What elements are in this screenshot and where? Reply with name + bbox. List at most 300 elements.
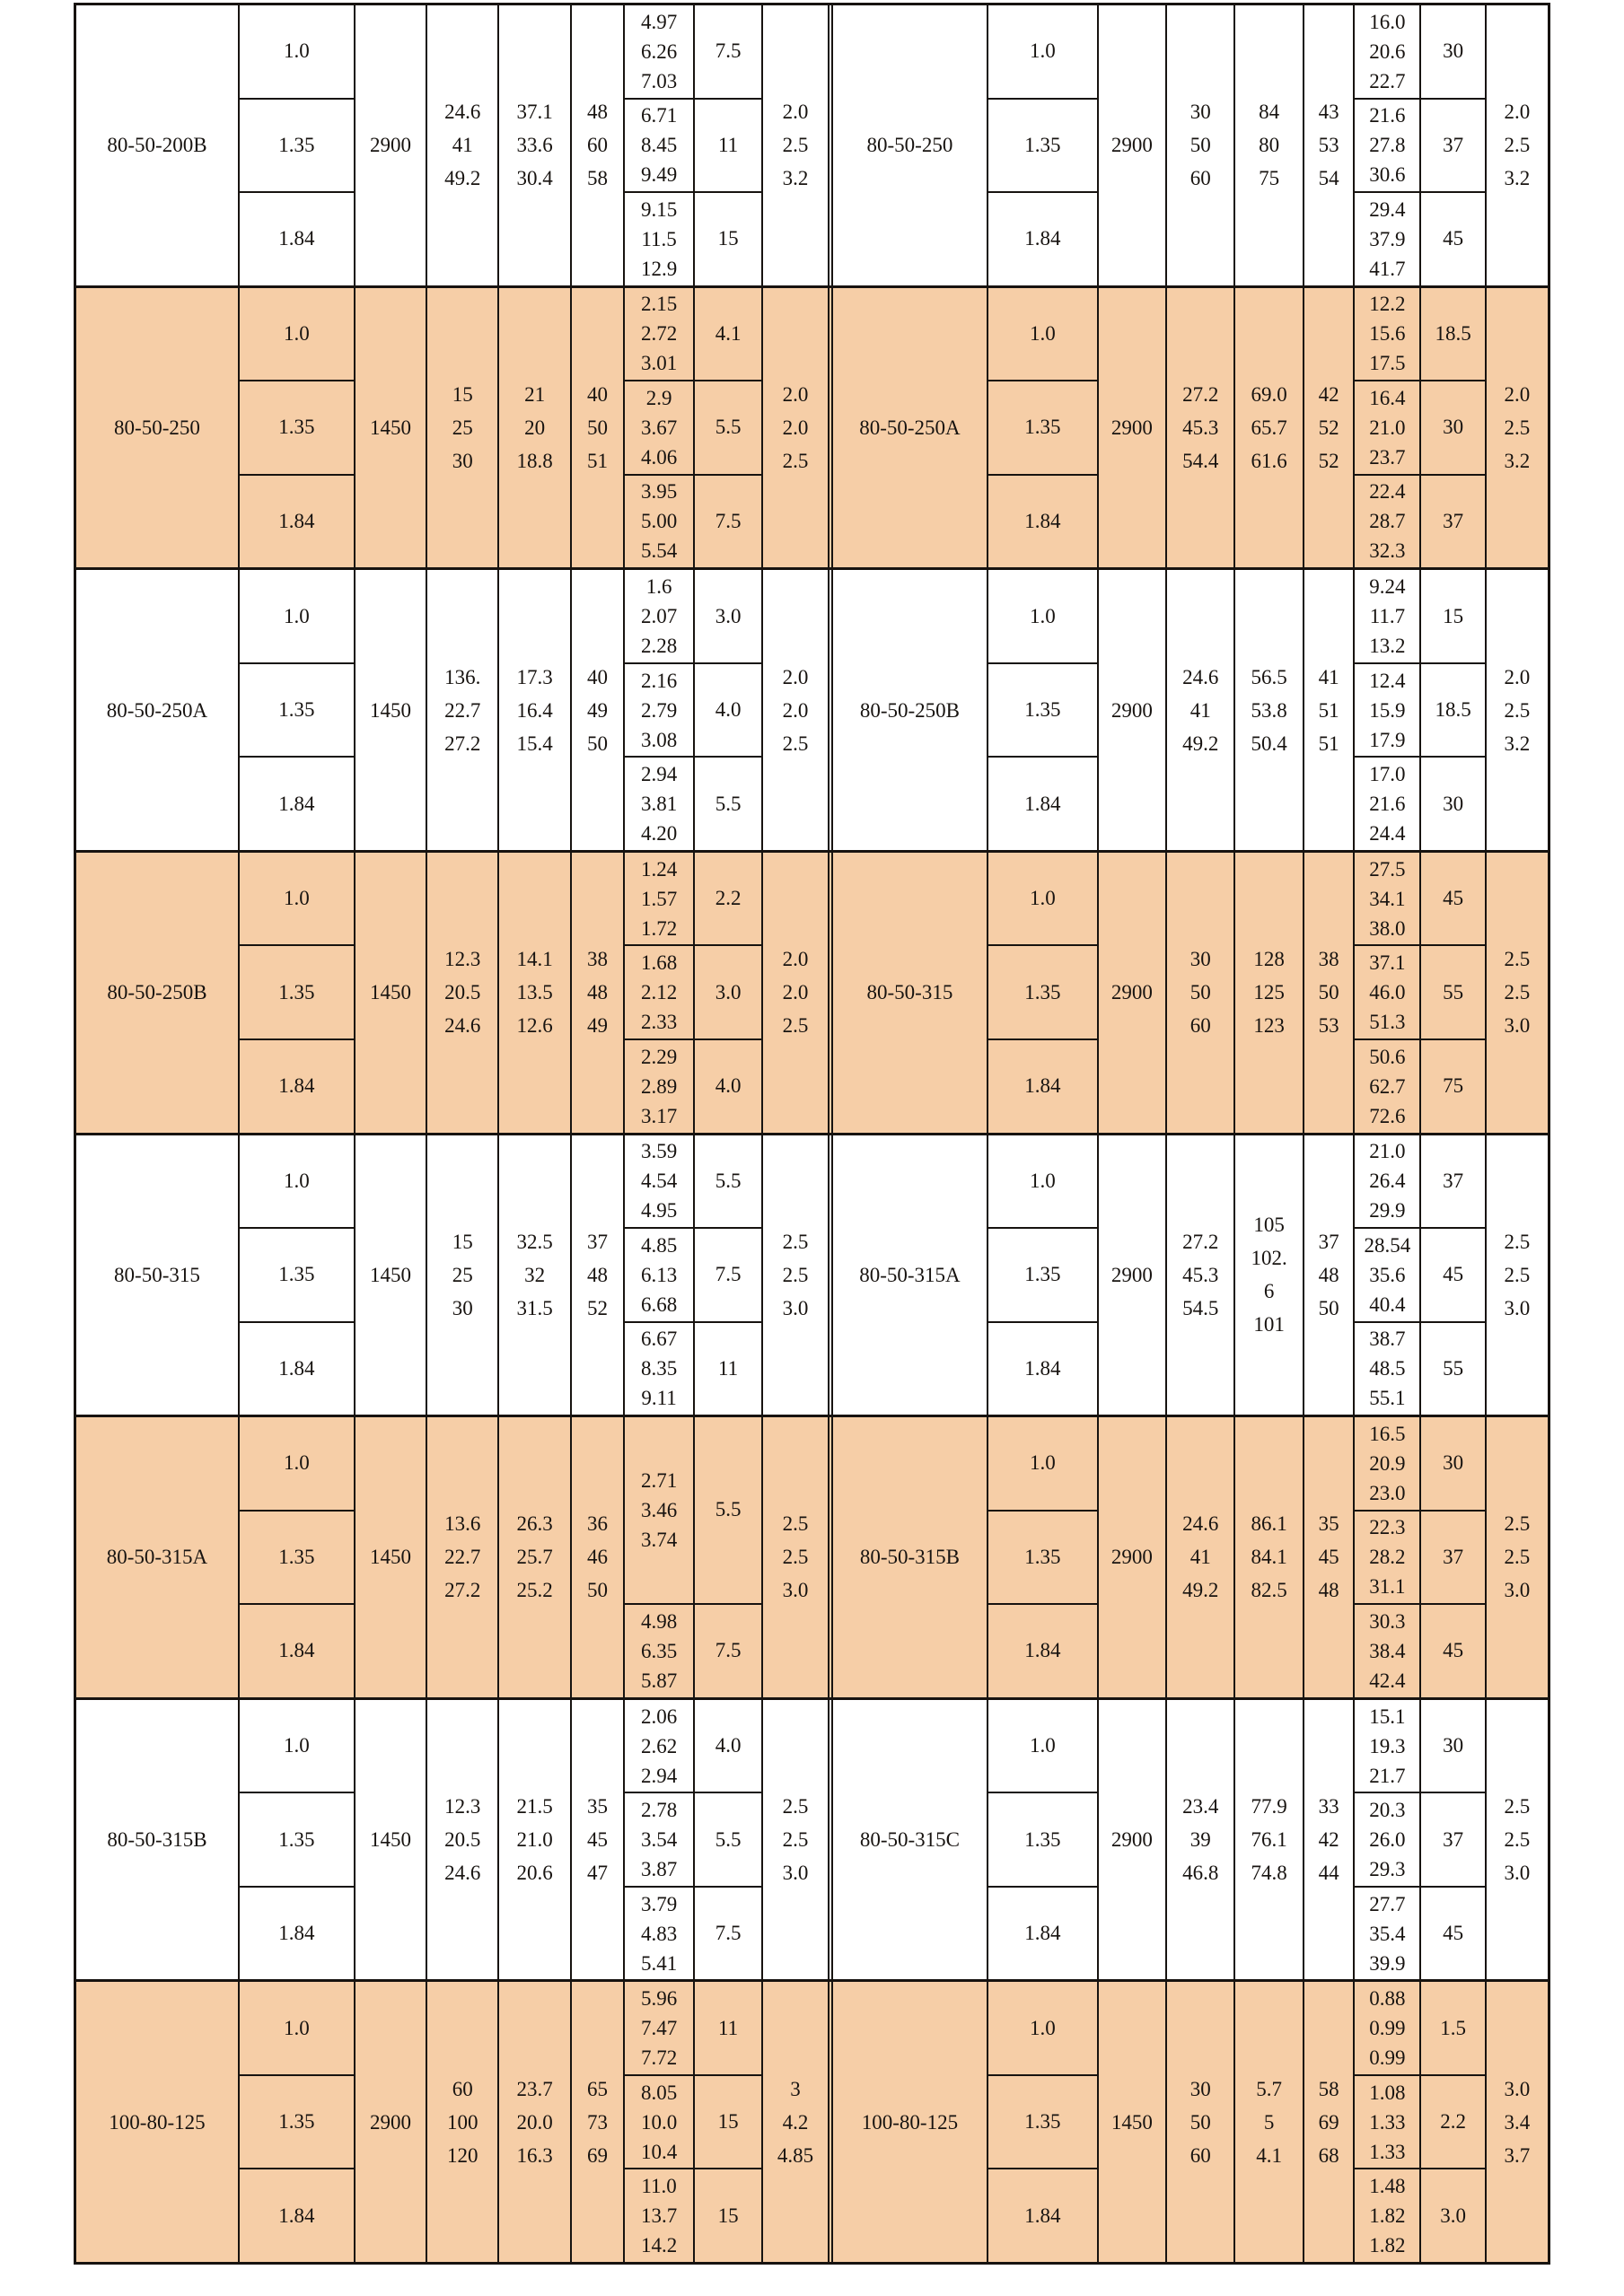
motor-power-cell — [695, 1038, 761, 1133]
value-line: 2900 — [1110, 981, 1153, 1004]
motor-power-cell — [1419, 853, 1484, 1133]
value-line: 20.5 — [444, 981, 481, 1004]
head-cell-lines — [516, 378, 552, 478]
value-line: 1.0 — [1029, 1451, 1056, 1475]
value-line: 0.88 — [1369, 1987, 1406, 2011]
value-line: 1.84 — [1024, 227, 1061, 250]
shaft-power-cell — [1355, 288, 1419, 381]
ratio-cell — [988, 756, 1097, 850]
value-line: 2.5 — [1504, 948, 1531, 971]
value-line: 80-50-315A — [859, 1263, 961, 1286]
value-line: 3.17 — [640, 1104, 678, 1127]
ratio-cell — [240, 288, 354, 381]
value-line: 37 — [1443, 1827, 1464, 1851]
model-cell-lines — [859, 411, 960, 444]
ratio-cell — [240, 853, 354, 945]
model-cell — [833, 1417, 987, 1697]
value-line: 21.0 — [1369, 416, 1406, 439]
left-half — [76, 570, 828, 850]
flow-cell-lines — [452, 1225, 473, 1325]
value-line: 7.47 — [640, 2017, 678, 2040]
shaft-power-cell — [623, 5, 693, 285]
value-line: 3.46 — [640, 1498, 678, 1521]
shaft-power-cell — [1355, 191, 1419, 285]
motor-power-cell — [1421, 756, 1484, 850]
ratio-cell — [240, 2168, 354, 2262]
value-line: 1.84 — [278, 509, 315, 532]
speed-cell-lines — [370, 1823, 411, 1856]
value-line: 41.7 — [1369, 257, 1406, 280]
value-line: 30 — [452, 1296, 473, 1319]
flow-cell — [1165, 1982, 1233, 2262]
speed-cell-lines — [1111, 1823, 1153, 1856]
flow-cell-lines — [1182, 1790, 1218, 1889]
motor-power-cell — [1421, 944, 1484, 1038]
value-line: 23.7 — [1369, 445, 1406, 469]
value-line: 80-50-315B — [107, 1828, 207, 1852]
shaft-power-cell — [1353, 1700, 1419, 1980]
value-line: 3.0 — [782, 1862, 809, 1885]
value-line: 7.5 — [715, 1922, 742, 1945]
value-line: 1.35 — [1024, 2110, 1061, 2134]
value-line: 1.0 — [283, 2016, 310, 2039]
motor-power-cell — [1421, 474, 1484, 568]
shaft-power-cell — [1353, 1982, 1419, 2262]
value-line: 4.0 — [715, 1074, 742, 1098]
efficiency-cell — [1303, 853, 1354, 1133]
npsh-cell — [761, 570, 828, 850]
value-line: 3.0 — [782, 1579, 809, 1602]
ratio-cell — [240, 1038, 354, 1133]
value-line: 3.0 — [715, 604, 742, 627]
value-line: 37 — [1443, 133, 1464, 156]
value-line: 1.0 — [283, 887, 310, 910]
value-line: 2.5 — [1504, 698, 1531, 722]
value-line: 3.0 — [715, 980, 742, 1003]
value-line: 5.5 — [715, 1498, 742, 1521]
value-line: 24.4 — [1369, 822, 1406, 846]
head-cell-lines — [1251, 1507, 1287, 1607]
npsh-cell-lines — [1505, 95, 1531, 195]
value-line: 2.78 — [640, 1799, 678, 1822]
value-line: 1.5 — [1440, 2016, 1467, 2039]
value-line: 53 — [1318, 1014, 1339, 1038]
value-line: 2.5 — [1504, 1230, 1531, 1253]
value-line: 1.84 — [1024, 509, 1061, 532]
value-line: 1.0 — [1029, 39, 1056, 63]
speed-cell — [1097, 853, 1165, 1133]
value-line: 11.0 — [641, 2175, 677, 2198]
npsh-cell-lines — [783, 942, 809, 1042]
model-cell-lines — [114, 1258, 200, 1292]
shaft-power-cell — [625, 1982, 693, 2074]
value-line: 2.5 — [782, 732, 809, 755]
value-line: 27.7 — [1369, 1892, 1406, 1915]
shaft-power-cell — [1353, 853, 1419, 1133]
value-line: 15 — [452, 1230, 473, 1253]
head-cell-lines — [516, 661, 552, 760]
motor-power-cell — [695, 98, 761, 192]
head-cell-lines — [516, 942, 552, 1042]
value-line: 1.84 — [278, 1074, 315, 1098]
motor-power-cell — [693, 1700, 761, 1980]
value-line: 41 — [1189, 698, 1211, 722]
motor-power-cell — [1421, 1603, 1484, 1697]
value-line: 3.2 — [1504, 167, 1531, 190]
motor-power-cell — [1421, 380, 1484, 474]
value-line: 1.0 — [283, 39, 310, 63]
value-line: 6.68 — [640, 1293, 678, 1316]
group-row — [76, 285, 1548, 568]
value-line: 20.6 — [1369, 39, 1406, 63]
model-cell-lines — [107, 694, 207, 727]
speed-cell-lines — [370, 694, 411, 727]
ratio-cell — [240, 570, 354, 662]
value-line: 48 — [586, 1263, 608, 1286]
value-line: 2.0 — [782, 416, 809, 439]
value-line: 125 — [1253, 981, 1285, 1004]
efficiency-cell — [570, 570, 623, 850]
value-line: 2.15 — [640, 293, 678, 316]
ratio-cell — [240, 662, 354, 757]
pump-spec-table — [74, 3, 1550, 2265]
value-line: 56.5 — [1251, 665, 1287, 688]
model-cell — [76, 1135, 238, 1415]
model-cell-lines — [107, 976, 206, 1009]
value-line: 1.35 — [278, 980, 315, 1003]
value-line: 4.95 — [640, 1199, 678, 1222]
value-line: 120 — [447, 2143, 478, 2167]
value-line: 100-80-125 — [109, 2110, 206, 2134]
value-line: 38.7 — [1369, 1328, 1406, 1351]
value-line: 2.5 — [1504, 1263, 1531, 1286]
flow-cell-lines — [1182, 1507, 1218, 1607]
value-line: 3.7 — [1504, 2143, 1531, 2167]
motor-power-cell — [1419, 5, 1484, 285]
value-line: 80-50-250A — [859, 416, 961, 439]
right-half — [828, 5, 1548, 285]
model-cell — [833, 5, 987, 285]
ratio-cell — [238, 570, 354, 850]
shaft-power-cell — [1355, 1038, 1419, 1133]
ratio-cell — [988, 1792, 1097, 1886]
efficiency-cell-lines — [587, 2073, 608, 2172]
value-line: 2.5 — [782, 1795, 809, 1818]
efficiency-cell — [1303, 1700, 1354, 1980]
value-line: 75 — [1443, 1074, 1464, 1098]
model-cell — [76, 1982, 238, 2262]
shaft-power-cell — [1355, 853, 1419, 945]
value-line: 1.84 — [278, 227, 315, 250]
flow-cell — [426, 1982, 497, 2262]
shaft-power-cell — [1355, 1227, 1419, 1321]
value-line: 22.7 — [444, 1546, 481, 1569]
value-line: 5.00 — [640, 510, 678, 533]
value-line: 30 — [1443, 39, 1464, 63]
head-cell — [497, 1982, 569, 2262]
value-line: 8.35 — [640, 1357, 678, 1380]
value-line: 60 — [452, 2077, 473, 2100]
efficiency-cell — [570, 5, 623, 285]
value-line: 4.83 — [640, 1922, 678, 1945]
value-line: 15.6 — [1369, 322, 1406, 346]
efficiency-cell-lines — [587, 95, 608, 195]
motor-power-cell — [1421, 1417, 1484, 1510]
value-line: 12.3 — [444, 1795, 481, 1818]
flow-cell — [426, 1417, 497, 1697]
value-line: 80-50-315C — [859, 1828, 961, 1852]
ratio-cell — [987, 1417, 1097, 1697]
npsh-cell — [761, 1417, 828, 1697]
value-line: 2.5 — [782, 1230, 809, 1253]
value-line: 60 — [1189, 2143, 1211, 2167]
value-line: 5.87 — [640, 1669, 678, 1692]
group-row — [76, 1415, 1548, 1697]
head-cell — [1233, 5, 1302, 285]
value-line: 37 — [1443, 509, 1464, 532]
value-line: 45 — [586, 1828, 608, 1852]
value-line: 9.49 — [640, 163, 678, 187]
value-line: 101 — [1253, 1313, 1285, 1336]
value-line: 30.4 — [516, 167, 553, 190]
model-cell-lines — [107, 128, 206, 162]
value-line: 2.0 — [782, 382, 809, 406]
value-line: 23.0 — [1369, 1481, 1406, 1504]
ratio-cell — [238, 288, 354, 568]
head-cell-lines — [516, 95, 552, 195]
npsh-cell — [1485, 288, 1548, 568]
value-line: 128 — [1253, 948, 1285, 971]
motor-power-cell — [693, 570, 761, 850]
value-line: 49.2 — [1182, 732, 1219, 755]
value-line: 1450 — [1110, 2110, 1153, 2134]
value-line: 50 — [586, 416, 608, 439]
head-cell-lines — [516, 2073, 552, 2172]
value-line: 49 — [586, 1014, 608, 1038]
value-line: 3.0 — [1504, 1579, 1531, 1602]
value-line: 12.6 — [516, 1014, 553, 1038]
motor-power-cell — [695, 1417, 761, 1602]
efficiency-cell — [570, 288, 623, 568]
ratio-cell — [988, 853, 1097, 945]
model-cell-lines — [860, 694, 960, 727]
value-line: 2.0 — [782, 948, 809, 971]
npsh-cell-lines — [1505, 942, 1531, 1042]
value-line: 26.3 — [516, 1512, 553, 1536]
value-line: 17.3 — [516, 665, 553, 688]
value-line: 2.79 — [640, 698, 678, 722]
value-line: 1.0 — [283, 1734, 310, 1757]
value-line: 1450 — [369, 1263, 411, 1286]
value-line: 2900 — [1110, 134, 1153, 157]
motor-power-cell — [695, 380, 761, 474]
motor-power-cell — [1421, 1886, 1484, 1980]
efficiency-cell — [570, 1700, 623, 1980]
efficiency-cell-lines — [1319, 378, 1339, 478]
group-row — [76, 5, 1548, 285]
value-line: 1.84 — [278, 1639, 315, 1662]
value-line: 7.5 — [715, 39, 742, 63]
value-line: 28.7 — [1369, 510, 1406, 533]
value-line: 1.35 — [1024, 1827, 1061, 1851]
motor-power-cell — [695, 1227, 761, 1321]
value-line: 50 — [1318, 1296, 1339, 1319]
efficiency-cell — [1303, 570, 1354, 850]
ratio-cell — [240, 1135, 354, 1228]
flow-cell-lines — [444, 95, 480, 195]
value-line: 23.4 — [1182, 1795, 1219, 1818]
value-line: 2900 — [1110, 698, 1153, 722]
value-line: 1.82 — [1369, 2204, 1406, 2228]
shaft-power-cell — [1353, 5, 1419, 285]
value-line: 7.5 — [715, 1263, 742, 1286]
value-line: 30 — [1443, 792, 1464, 815]
ratio-cell — [240, 5, 354, 98]
value-line: 53 — [1318, 134, 1339, 157]
value-line: 13.6 — [444, 1512, 481, 1536]
speed-cell-lines — [1111, 2106, 1153, 2139]
value-line: 27.2 — [1182, 382, 1219, 406]
motor-power-cell — [1421, 1510, 1484, 1604]
value-line: 1.84 — [1024, 1074, 1061, 1098]
value-line: 4.0 — [715, 698, 742, 722]
efficiency-cell-lines — [587, 378, 608, 478]
efficiency-cell-lines — [587, 1507, 608, 1607]
ratio-cell — [988, 380, 1097, 474]
value-line: 13.7 — [640, 2204, 678, 2228]
value-line: 40 — [586, 665, 608, 688]
flow-cell-lines — [1190, 2073, 1211, 2172]
value-line: 46.0 — [1369, 981, 1406, 1004]
value-line: 39 — [1189, 1828, 1211, 1852]
motor-power-cell — [693, 853, 761, 1133]
value-line: 1.72 — [640, 916, 678, 940]
value-line: 38.4 — [1369, 1639, 1406, 1662]
flow-cell-lines — [1182, 1225, 1218, 1325]
value-line: 1.84 — [278, 1922, 315, 1945]
value-line: 42 — [1318, 382, 1339, 406]
value-line: 50 — [1189, 2110, 1211, 2134]
ratio-cell — [988, 1700, 1097, 1792]
value-line: 42.4 — [1369, 1669, 1406, 1692]
value-line: 1.57 — [640, 887, 678, 910]
value-line: 4.2 — [782, 2110, 809, 2134]
shaft-power-cell — [1355, 570, 1419, 662]
motor-power-cell — [695, 756, 761, 850]
value-line: 27.2 — [444, 732, 481, 755]
value-line: 20.0 — [516, 2110, 553, 2134]
value-line: 24.6 — [444, 1862, 481, 1885]
value-line: 5.96 — [640, 1987, 678, 2011]
speed-cell-lines — [370, 128, 411, 162]
group-row — [76, 850, 1548, 1133]
value-line: 1.0 — [1029, 1169, 1056, 1192]
efficiency-cell-lines — [1319, 1225, 1339, 1325]
model-cell — [76, 570, 238, 850]
motor-power-cell — [1421, 1321, 1484, 1415]
value-line: 4.0 — [715, 1734, 742, 1757]
value-line: 3.2 — [1504, 449, 1531, 472]
value-line: 37 — [1443, 1545, 1464, 1568]
motor-power-cell — [695, 1792, 761, 1886]
value-line: 2.07 — [640, 605, 678, 628]
shaft-power-cell — [623, 1417, 693, 1697]
flow-cell-lines — [444, 661, 480, 760]
group-row — [76, 567, 1548, 850]
value-line: 2900 — [1110, 1828, 1153, 1852]
motor-power-cell — [1421, 98, 1484, 192]
head-cell — [497, 5, 569, 285]
flow-cell — [426, 5, 497, 285]
value-line: 58 — [586, 167, 608, 190]
value-line: 55.1 — [1369, 1387, 1406, 1410]
value-line: 50 — [586, 732, 608, 755]
shaft-power-cell — [1355, 1792, 1419, 1886]
head-cell-lines — [1251, 378, 1287, 478]
model-cell — [76, 1417, 238, 1697]
efficiency-cell-lines — [587, 661, 608, 760]
ratio-cell — [240, 1982, 354, 2074]
value-line: 65 — [586, 2077, 608, 2100]
ratio-cell — [987, 853, 1097, 1133]
motor-power-cell — [1419, 1700, 1484, 1980]
value-line: 4.1 — [1256, 2143, 1283, 2167]
value-line: 1.35 — [278, 1545, 315, 1568]
value-line: 34.1 — [1369, 887, 1406, 910]
left-half — [76, 1700, 828, 1980]
model-cell-lines — [867, 128, 953, 162]
value-line: 29.4 — [1369, 197, 1406, 221]
value-line: 1.35 — [1024, 1263, 1061, 1286]
value-line: 30.3 — [1369, 1609, 1406, 1633]
shaft-power-cell — [625, 1135, 693, 1228]
value-line: 1.0 — [1029, 2016, 1056, 2039]
motor-power-cell — [1421, 853, 1484, 945]
value-line: 2900 — [1110, 1546, 1153, 1569]
value-line: 30 — [1443, 1451, 1464, 1475]
value-line: 15 — [1443, 604, 1464, 627]
npsh-cell — [1485, 1982, 1548, 2262]
value-line: 80-50-315 — [866, 981, 953, 1004]
ratio-cell — [240, 1417, 354, 1510]
ratio-cell — [240, 1321, 354, 1415]
flow-cell — [426, 288, 497, 568]
value-line: 80-50-315 — [114, 1263, 200, 1286]
value-line: 53.8 — [1251, 698, 1287, 722]
ratio-cell — [988, 1603, 1097, 1697]
npsh-cell — [1485, 1417, 1548, 1697]
value-line: 3.4 — [1504, 2110, 1531, 2134]
value-line: 2.0 — [782, 698, 809, 722]
npsh-cell-lines — [1505, 1790, 1531, 1889]
ratio-cell — [240, 1227, 354, 1321]
value-line: 54.5 — [1182, 1296, 1219, 1319]
efficiency-cell — [570, 1982, 623, 2262]
value-line: 51 — [1318, 698, 1339, 722]
value-line: 2.0 — [1504, 665, 1531, 688]
model-cell — [833, 1982, 987, 2262]
ratio-cell — [988, 1321, 1097, 1415]
value-line: 69 — [1318, 2110, 1339, 2134]
value-line: 11 — [717, 133, 739, 156]
value-line: 24.6 — [1182, 1512, 1219, 1536]
value-line: 3.2 — [782, 167, 809, 190]
efficiency-cell — [1303, 1135, 1354, 1415]
value-line: 2.5 — [782, 1546, 809, 1569]
value-line: 46 — [586, 1546, 608, 1569]
value-line: 73 — [586, 2110, 608, 2134]
flow-cell-lines — [444, 942, 480, 1042]
